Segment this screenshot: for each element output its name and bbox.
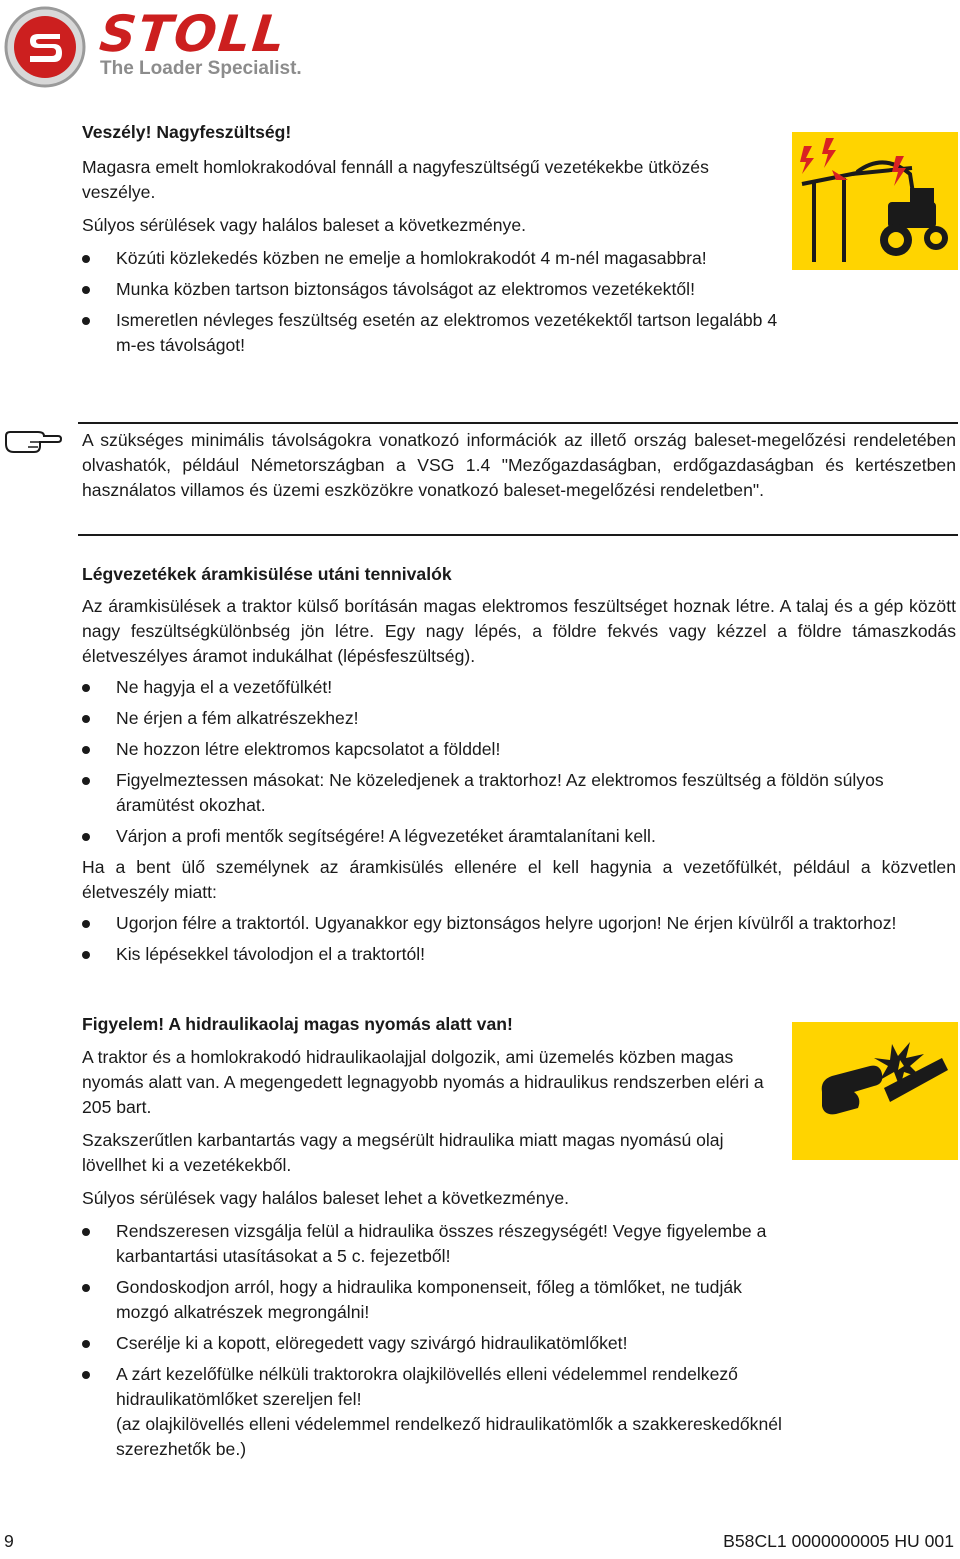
bullet-icon bbox=[82, 715, 90, 723]
hydraulic-p3: Súlyos sérülések vagy halálos baleset lehet a következménye. bbox=[82, 1188, 570, 1208]
divider bbox=[78, 422, 958, 424]
bullet-icon bbox=[82, 1228, 90, 1236]
bullet-icon bbox=[82, 920, 90, 928]
hydraulic-list bbox=[82, 1219, 782, 1462]
list-item-extra: (az olajkilövellés elleni védelemmel rendelkező hidraulikatömlők a szakkereskedőknél szerezhetők be.) bbox=[116, 1414, 782, 1459]
warning-power-p1: Magasra emelt homlokrakodóval fennáll a nagyfeszültségű vezetékekbe ütközés veszélye. bbox=[82, 157, 709, 202]
document-code: B58CL1 0000000005 HU 001 bbox=[723, 1531, 954, 1551]
list-item: Munka közben tartson biztonságos távolságot az elektromos vezetékektől! bbox=[82, 277, 782, 302]
list-item: Kis lépésekkel távolodjon el a traktortól! bbox=[82, 942, 956, 967]
stoll-logo-badge-icon bbox=[4, 6, 86, 88]
hydraulic-section bbox=[82, 1012, 782, 1468]
list-item: Közúti közlekedés közben ne emelje a homlokrakodót 4 m-nél magasabbra! bbox=[82, 246, 782, 271]
list-item: Ne hagyja el a vezetőfülkét! bbox=[82, 675, 956, 700]
bullet-icon bbox=[82, 255, 90, 263]
list-item: Ne hozzon létre elektromos kapcsolatot a földdel! bbox=[82, 737, 956, 762]
bullet-icon bbox=[82, 833, 90, 841]
warning-power-p2: Súlyos sérülések vagy halálos baleset a következménye. bbox=[82, 215, 526, 235]
list-item: Cserélje ki a kopott, elöregedett vagy szivárgó hidraulikatömlőket! bbox=[82, 1331, 782, 1356]
list-item: Ugorjon félre a traktortól. Ugyanakkor egy biztonságos helyre ugorjon! Ne érjen kívülről a traktorhoz! bbox=[82, 911, 956, 936]
brand-name: STOLL bbox=[96, 5, 290, 63]
hydraulic-p1: A traktor és a homlokrakodó hidraulikaolajjal dolgozik, ami üzemelés közben magas nyomás alatt van. A megengedett legnagyobb nyomás a hidraulikus rendszerben eléri a 205 bart. bbox=[82, 1047, 764, 1117]
discharge-p1: Az áramkisülések a traktor külső borításán magas elektromos feszültséget hoznak létre. A talaj és a gép között nagy feszültségkülönbség jön létre. Egy nagy lépés, a földre fekvés vagy kézzel a földre támaszkodás életveszélyes áramot indukálhat (lépésfeszültség). bbox=[82, 596, 956, 666]
bullet-icon bbox=[82, 1284, 90, 1292]
discharge-section bbox=[82, 594, 956, 973]
bullet-icon bbox=[82, 286, 90, 294]
list-item: Figyelmeztessen másokat: Ne közeledjenek a traktorhoz! Az elektromos feszültség a földön súlyos áramütést okozhat. bbox=[82, 768, 956, 818]
discharge-list-2 bbox=[82, 911, 956, 967]
note-text: A szükséges minimális távolságokra vonatkozó információk az illető ország baleset-megelőzési rendeletében olvashatók, például Németországban a VSG 1.4 "Mezőgazdaságban, erdőgazdaságban és kertészetben használatos villamos és üzemi eszközökre vonatkozó baleset-megelőzési rendeletben". bbox=[82, 430, 956, 500]
bullet-icon bbox=[82, 1371, 90, 1379]
list-item: Gondoskodjon arról, hogy a hidraulika komponenseit, főleg a tömlőket, ne tudják mozgó alkatrészek megrongálni! bbox=[82, 1275, 782, 1325]
list-item: Várjon a profi mentők segítségére! A légvezetéket áramtalanítani kell. bbox=[82, 824, 956, 849]
bullet-icon bbox=[82, 317, 90, 325]
hydraulic-p2: Szakszerűtlen karbantartás vagy a megsérült hidraulika miatt magas nyomású olaj lövellhet ki a vezetékekből. bbox=[82, 1130, 724, 1175]
warning-power-section bbox=[82, 120, 782, 364]
power-line-hazard-icon bbox=[792, 132, 958, 270]
bullet-icon bbox=[82, 1340, 90, 1348]
warning-power-list bbox=[82, 246, 782, 358]
hydraulic-spray-hazard-icon bbox=[792, 1022, 958, 1160]
bullet-icon bbox=[82, 746, 90, 754]
list-item: Rendszeresen vizsgálja felül a hidraulika összes részegységét! Vegye figyelembe a karbantartási utasításokat a 5 c. fejezetből! bbox=[82, 1219, 782, 1269]
bullet-icon bbox=[82, 951, 90, 959]
list-item: Ne érjen a fém alkatrészekhez! bbox=[82, 706, 956, 731]
pointing-hand-icon bbox=[4, 426, 62, 456]
warning-power-title: Veszély! Nagyfeszültség! bbox=[82, 122, 292, 142]
hydraulic-title: Figyelem! A hidraulikaolaj magas nyomás alatt van! bbox=[82, 1014, 513, 1034]
list-item: Ismeretlen névleges feszültség esetén az elektromos vezetékektől tartson legalább 4 m-es távolságot! bbox=[82, 308, 782, 358]
discharge-heading: Légvezetékek áramkisülése utáni tennivalók bbox=[82, 564, 452, 584]
bullet-icon bbox=[82, 684, 90, 692]
list-item: A zárt kezelőfülke nélküli traktorokra olajkilövellés elleni védelemmel rendelkező hidraulikatömlőket szereljen fel! (az olajkilövellés elleni védelemmel rendelkező hidraulikatömlők a szakkereskedőknél szerezhetők be.) bbox=[82, 1362, 782, 1462]
bullet-icon bbox=[82, 777, 90, 785]
discharge-list bbox=[82, 675, 956, 849]
discharge-p2: Ha a bent ülő személynek az áramkisülés ellenére el kell hagynia a vezetőfülkét, például a közvetlen életveszély miatt: bbox=[82, 857, 956, 902]
brand-tagline: The Loader Specialist. bbox=[100, 58, 302, 79]
page-number: 9 bbox=[4, 1531, 14, 1551]
divider bbox=[78, 534, 958, 536]
